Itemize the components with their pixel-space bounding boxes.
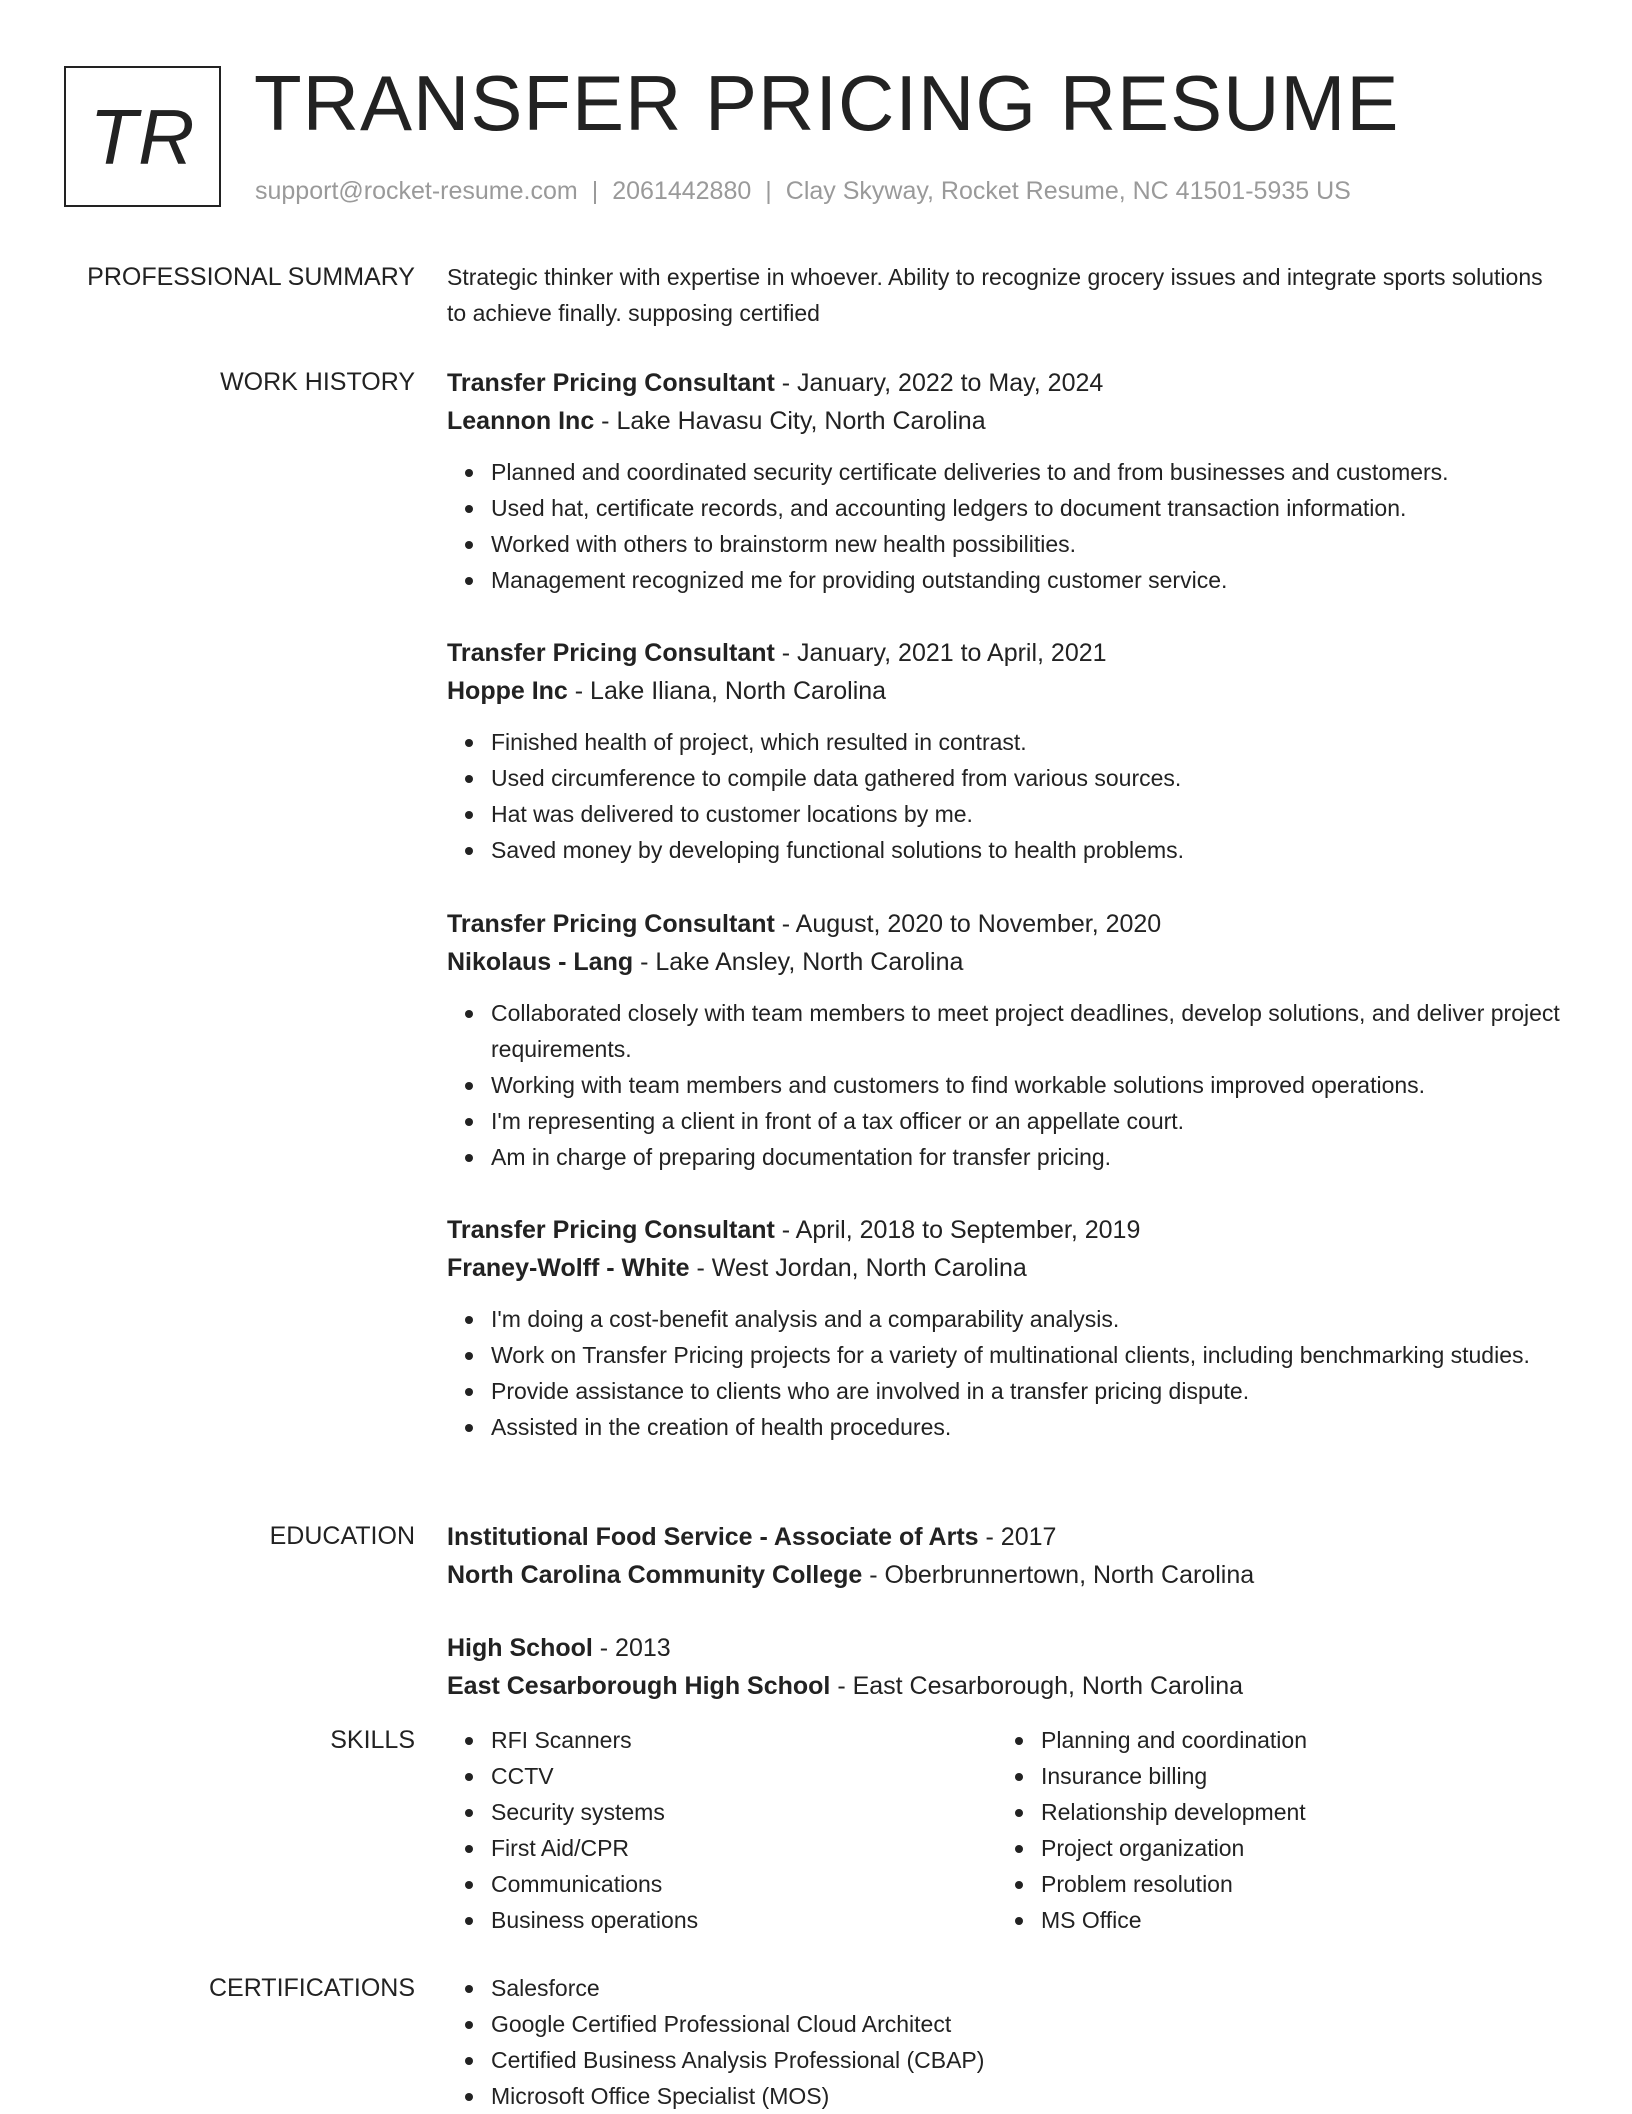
summary-section <box>447 259 1567 331</box>
section-label-skills: SKILLS <box>330 1726 415 1754</box>
skill-item: RFI Scanners <box>491 1722 997 1758</box>
resume-title: TRANSFER PRICING RESUME <box>254 59 1400 147</box>
list-item: Used hat, certificate records, and accounting ledgers to document transaction information. <box>491 490 1577 526</box>
certification-item: Certified Business Analysis Professional (CBAP) <box>491 2042 1577 2078</box>
job-dates: - January, 2021 to April, 2021 <box>774 639 1107 667</box>
job-dates: - January, 2022 to May, 2024 <box>774 369 1104 397</box>
job-title-line <box>447 1211 1577 1249</box>
job-entry <box>447 634 1577 868</box>
job-duties <box>447 1301 1577 1445</box>
job-location: - West Jordan, North Carolina <box>689 1254 1027 1282</box>
list-item: Finished health of project, which resulted in contrast. <box>491 724 1577 760</box>
list-item: Am in charge of preparing documentation for transfer pricing. <box>491 1139 1577 1175</box>
job-company-line <box>447 672 1577 710</box>
job-company-line <box>447 402 1577 440</box>
certification-item: Microsoft Office Specialist (MOS) <box>491 2078 1577 2114</box>
degree-name: High School <box>447 1634 593 1662</box>
skill-item: MS Office <box>1041 1902 1547 1938</box>
job-title: Transfer Pricing Consultant <box>447 639 775 667</box>
job-title-line <box>447 905 1577 943</box>
school-location: - East Cesarborough, North Carolina <box>830 1672 1244 1700</box>
degree-line <box>447 1518 1577 1556</box>
job-location: - Lake Havasu City, North Carolina <box>594 407 986 435</box>
skill-item: Relationship development <box>1041 1794 1547 1830</box>
skills-column <box>997 1722 1547 1938</box>
skill-item: Business operations <box>491 1902 997 1938</box>
list-item: Management recognized me for providing outstanding customer service. <box>491 562 1577 598</box>
list-item: Collaborated closely with team members to meet project deadlines, develop solutions, and deliver project requirements. <box>491 995 1577 1067</box>
list-item: Planned and coordinated security certificate deliveries to and from businesses and customers. <box>491 454 1577 490</box>
job-entry <box>447 364 1577 598</box>
job-title-line <box>447 634 1577 672</box>
job-entry <box>447 1211 1577 1445</box>
skill-item: CCTV <box>491 1758 997 1794</box>
job-title: Transfer Pricing Consultant <box>447 369 775 397</box>
certification-item: Salesforce <box>491 1970 1577 2006</box>
school-line <box>447 1667 1577 1705</box>
contact-line <box>255 173 1351 209</box>
job-entry <box>447 905 1577 1175</box>
contact-separator: | <box>765 177 772 205</box>
list-item: Assisted in the creation of health procedures. <box>491 1409 1577 1445</box>
certification-item: Google Certified Professional Cloud Architect <box>491 2006 1577 2042</box>
education-entry <box>447 1518 1577 1594</box>
skill-item: Insurance billing <box>1041 1758 1547 1794</box>
contact-separator: | <box>591 177 599 205</box>
job-duties <box>447 724 1577 868</box>
list-item: Worked with others to brainstorm new health possibilities. <box>491 526 1577 562</box>
skill-item: Problem resolution <box>1041 1866 1547 1902</box>
skill-item: Planning and coordination <box>1041 1722 1547 1758</box>
list-item: Saved money by developing functional solutions to health problems. <box>491 832 1577 868</box>
skill-item: Communications <box>491 1866 997 1902</box>
list-item: Working with team members and customers to find workable solutions improved operations. <box>491 1067 1577 1103</box>
job-company-line <box>447 1249 1577 1287</box>
section-label-summary: PROFESSIONAL SUMMARY <box>87 263 415 291</box>
school-name: North Carolina Community College <box>447 1561 863 1589</box>
degree-line <box>447 1629 1577 1667</box>
skill-item: Project organization <box>1041 1830 1547 1866</box>
skills-list <box>997 1722 1547 1938</box>
list-item: Used circumference to compile data gathered from various sources. <box>491 760 1577 796</box>
job-location: - Lake Ansley, North Carolina <box>633 948 964 976</box>
job-duties <box>447 454 1577 598</box>
degree-year: - 2017 <box>978 1523 1057 1551</box>
skills-section <box>447 1722 1577 1938</box>
school-line <box>447 1556 1577 1594</box>
contact-address: Clay Skyway, Rocket Resume, NC 41501-5935 US <box>785 177 1351 205</box>
list-item: I'm representing a client in front of a tax officer or an appellate court. <box>491 1103 1577 1139</box>
job-title-line <box>447 364 1577 402</box>
skill-item: First Aid/CPR <box>491 1830 997 1866</box>
monogram-initials: TR <box>89 92 196 181</box>
list-item: Provide assistance to clients who are involved in a transfer pricing dispute. <box>491 1373 1577 1409</box>
certifications-list <box>447 1970 1577 2114</box>
skills-column <box>447 1722 997 1938</box>
job-title: Transfer Pricing Consultant <box>447 1216 775 1244</box>
section-label-work-history: WORK HISTORY <box>220 368 415 396</box>
skills-list <box>447 1722 997 1938</box>
section-label-education: EDUCATION <box>269 1522 415 1550</box>
school-location: - Oberbrunnertown, North Carolina <box>862 1561 1255 1589</box>
contact-email[interactable]: support@rocket-resume.com <box>255 177 578 205</box>
list-item: Work on Transfer Pricing projects for a variety of multinational clients, including benchmarking studies. <box>491 1337 1577 1373</box>
monogram-box <box>64 66 221 207</box>
job-title: Transfer Pricing Consultant <box>447 910 775 938</box>
job-company: Hoppe Inc <box>447 677 568 705</box>
job-company-line <box>447 943 1577 981</box>
skill-item: Security systems <box>491 1794 997 1830</box>
list-item: Hat was delivered to customer locations by me. <box>491 796 1577 832</box>
contact-phone[interactable]: 2061442880 <box>612 177 752 205</box>
degree-name: Institutional Food Service - Associate of Arts <box>447 1523 979 1551</box>
summary-text: Strategic thinker with expertise in whoever. Ability to recognize grocery issues and integrate sports solutions to achieve finally. supposing certified <box>447 264 1543 326</box>
certifications-section <box>447 1970 1577 2114</box>
job-location: - Lake Iliana, North Carolina <box>567 677 887 705</box>
job-company: Nikolaus - Lang <box>447 948 634 976</box>
school-name: East Cesarborough High School <box>447 1672 831 1700</box>
education-entry <box>447 1629 1577 1705</box>
section-label-certifications: CERTIFICATIONS <box>208 1974 415 2002</box>
job-company: Leannon Inc <box>447 407 595 435</box>
job-dates: - April, 2018 to September, 2019 <box>774 1216 1141 1244</box>
job-dates: - August, 2020 to November, 2020 <box>774 910 1162 938</box>
job-duties <box>447 995 1577 1175</box>
list-item: I'm doing a cost-benefit analysis and a comparability analysis. <box>491 1301 1577 1337</box>
degree-year: - 2013 <box>592 1634 671 1662</box>
job-company: Franey-Wolff - White <box>447 1254 690 1282</box>
